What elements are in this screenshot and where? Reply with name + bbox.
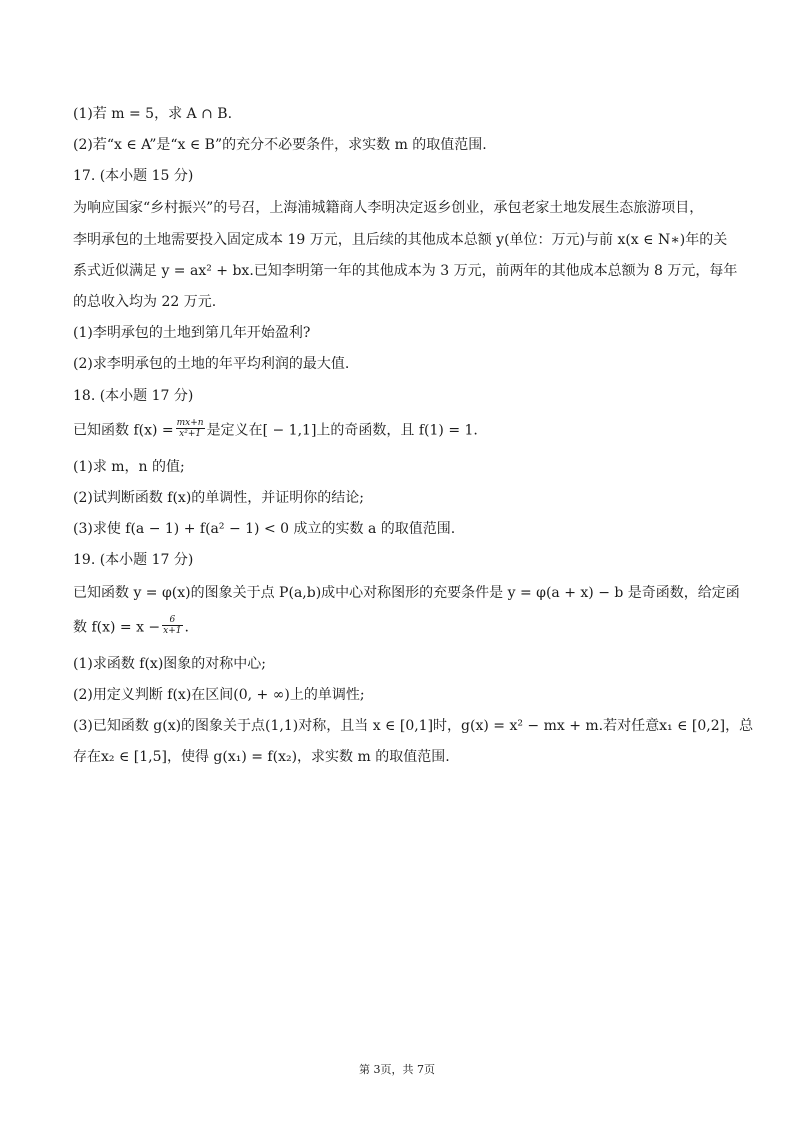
q18-part2: (2)试判断函数 f(x)的单调性，并证明你的结论; (73, 490, 364, 506)
q19-heading: 19. (本小题 17 分) (73, 552, 194, 568)
q19-stem-line2 (73, 617, 189, 638)
q16-part1: (1)若 m = 5，求 A ∩ B. (73, 106, 233, 122)
q19-part1: (1)求函数 f(x)图象的对称中心; (73, 656, 266, 672)
q19-part3-line1: (3)已知函数 g(x)的图象关于点(1,1)对称，且当 x ∈ [0,1]时，g(x) = x² − mx + m.若对任意x₁ ∈ [0,2]，总 (73, 718, 754, 734)
q17-part1: (1)李明承包的土地到第几年开始盈利? (73, 325, 311, 341)
q19-stem-text-a: 数 f(x) = x − (73, 619, 161, 636)
q19-part2: (2)用定义判断 f(x)在区间(0, + ∞)上的单调性; (73, 687, 365, 703)
q17-heading: 17. (本小题 15 分) (73, 168, 194, 184)
q18-fraction (176, 418, 205, 439)
q19-fraction (162, 615, 182, 636)
q18-part3: (3)求使 f(a − 1) + f(a² − 1) < 0 成立的实数 a 的取值范围. (73, 521, 456, 537)
page-footer: 第 3页，共 7页 (359, 1063, 435, 1076)
q19-fraction-denominator: x+1 (163, 626, 182, 636)
q17-stem-line4: 的总收入均为 22 万元. (73, 294, 217, 310)
q18-fraction-numerator: mx+n (176, 418, 204, 428)
q18-stem-text-b: 是定义在[ − 1,1]上的奇函数，且 f(1) = 1. (206, 422, 478, 439)
q17-stem-line2: 李明承包的土地需要投入固定成本 19 万元，且后续的其他成本总额 y(单位：万元)与前 x(x ∈ N∗)年的关 (73, 232, 728, 248)
q17-part2: (2)求李明承包的土地的年平均利润的最大值. (73, 356, 350, 372)
q18-stem (73, 420, 478, 441)
q18-fraction-denominator: x²+1 (179, 429, 202, 439)
q19-fraction-numerator: 6 (162, 615, 182, 626)
q18-heading: 18. (本小题 17 分) (73, 388, 194, 404)
q17-stem-line1: 为响应国家“乡村振兴”的号召，上海浦城籍商人李明决定返乡创业，承包老家土地发展生态旅游项目， (73, 200, 704, 216)
q18-part1: (1)求 m，n 的值; (73, 459, 185, 475)
q17-stem-line3: 系式近似满足 y = ax² + bx.已知李明第一年的其他成本为 3 万元，前两年的其他成本总额为 8 万元，每年 (73, 263, 738, 279)
q18-stem-text-a: 已知函数 f(x) = (73, 422, 174, 439)
q19-part3-line2: 存在x₂ ∈ [1,5]，使得 g(x₁) = f(x₂)，求实数 m 的取值范围. (73, 749, 450, 765)
q16-part2: (2)若“x ∈ A”是“x ∈ B”的充分不必要条件，求实数 m 的取值范围. (73, 137, 487, 153)
q19-stem-text-b: . (184, 619, 189, 636)
q19-stem-line1: 已知函数 y = φ(x)的图象关于点 P(a,b)成中心对称图形的充要条件是 y = φ(a + x) − b 是奇函数，给定函 (73, 585, 740, 601)
